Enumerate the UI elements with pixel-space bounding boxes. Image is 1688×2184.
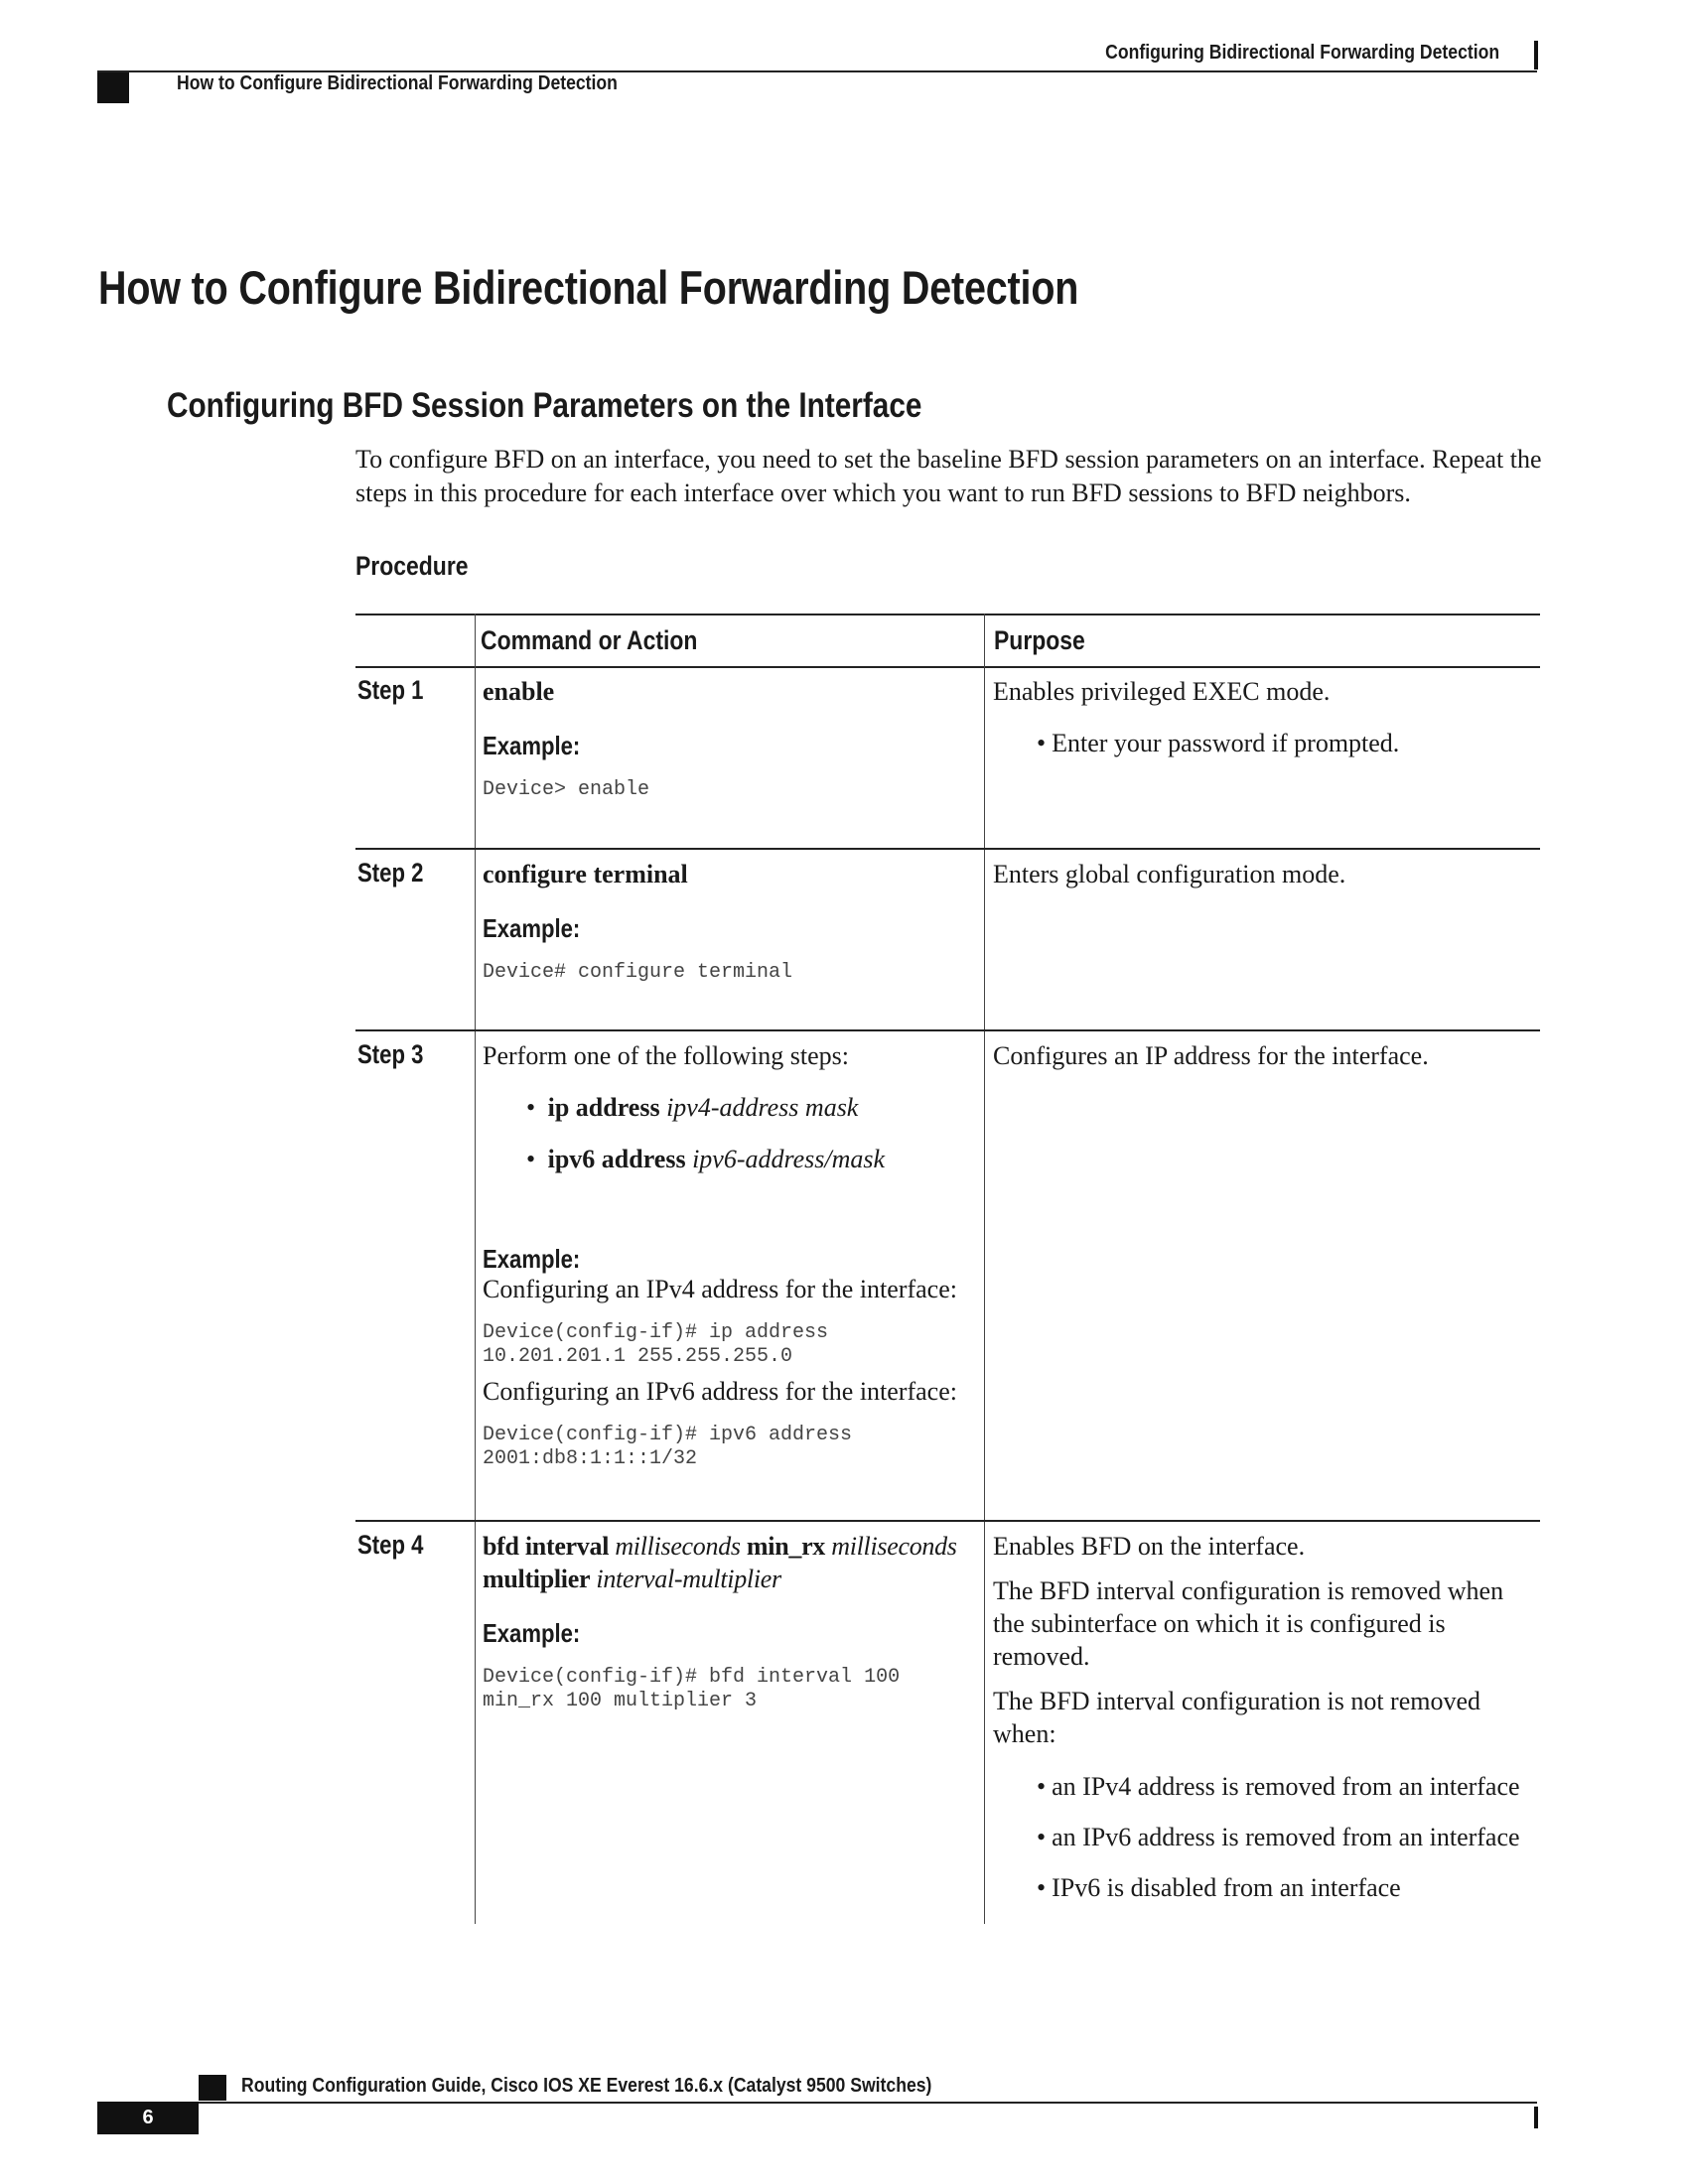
running-header-chapter: Configuring Bidirectional Forwarding Detection [1105,42,1499,64]
step-2-label: Step 2 [357,858,424,887]
page-title: How to Configure Bidirectional Forwarding Detection [98,261,1079,314]
ipv6-argument: ipv6-address/mask [692,1145,886,1173]
bfd-interval-keyword: bfd interval [483,1532,610,1561]
ipv4-argument: ipv4-address mask [666,1093,859,1122]
step-2-command [483,858,979,985]
step-3-example-code-ipv4-line1: Device(config-if)# ip address [483,1321,829,1344]
step-4-example-code-line2: min_rx 100 multiplier 3 [483,1690,758,1712]
column-divider-left [475,614,476,1924]
step-3-example-code-ipv6-line1: Device(config-if)# ipv6 address [483,1424,853,1446]
step-4-purpose-not-removed: The BFD interval configuration is not removed when: [993,1687,1481,1748]
header-bottom-rule [355,666,1540,668]
step-1-example-code: Device> enable [483,778,650,801]
step-1-label: Step 1 [357,675,424,705]
step-3-command-text: Perform one of the following steps: [483,1041,849,1070]
step-2-example-label: Example: [483,913,581,943]
header-block [97,72,129,103]
step-3-example-code-ipv6-line2: 2001:db8:1:1::1/32 [483,1447,698,1470]
step-2-purpose: Enters global configuration mode. [993,860,1346,888]
table-top-rule [355,614,1540,615]
step-4-bullet-ipv6-disabled: • IPv6 is disabled from an interface [1037,1871,1539,1904]
step-4-command [483,1530,984,1713]
step-4-label: Step 4 [357,1530,424,1560]
step-3-example-label: Example: [483,1244,581,1274]
step-3-example-text-ipv4: Configuring an IPv4 address for the interface: [483,1275,957,1303]
column-header-purpose: Purpose [994,625,1085,655]
step-3-rule [355,1520,1540,1522]
running-header-section: How to Configure Bidirectional Forwarding Detection [177,72,618,94]
step-1-purpose [993,675,1539,759]
step-4-command-syntax [483,1530,984,1595]
step-1-command [483,675,979,802]
column-header-command: Command or Action [481,625,698,655]
step-1-rule [355,848,1540,850]
step-2-example-code: Device# configure terminal [483,961,793,984]
step-3-command [483,1039,984,1471]
footer-bar [1534,2107,1538,2128]
multiplier-argument: interval-multiplier [596,1565,781,1593]
footer-book-title: Routing Configuration Guide, Cisco IOS XE Everest 16.6.x (Catalyst 9500 Switches) [241,2075,932,2097]
step-1-purpose-text: Enables privileged EXEC mode. [993,677,1331,706]
ipv6-keyword: ipv6 address [547,1145,686,1173]
step-3-option-ipv6 [526,1143,984,1175]
step-4-bullet-ipv4: • an IPv4 address is removed from an interface [1037,1770,1539,1803]
step-3-purpose: Configures an IP address for the interface. [993,1041,1429,1070]
multiplier-keyword: multiplier [483,1565,591,1593]
column-divider-right [984,614,985,1924]
header-bar [1534,41,1538,69]
step-4-purpose-removed: The BFD interval configuration is removed when the subinterface on which it is configured is removed. [993,1576,1504,1671]
min-rx-keyword: min_rx [746,1532,826,1561]
step-4-purpose-text: Enables BFD on the interface. [993,1532,1306,1561]
step-4-example-code-line1: Device(config-if)# bfd interval 100 [483,1666,901,1689]
step-2-rule [355,1029,1540,1031]
intro-paragraph: To configure BFD on an interface, you need to set the baseline BFD session parameters on an interface. Repeat the steps in this procedure for each interface over which you want to run BFD sessions to BFD neighbors. [355,445,1542,507]
step-3-option-ipv4 [526,1091,984,1124]
step-1-command-text: enable [483,677,555,706]
page-number: 6 [142,2107,154,2128]
step-3-example-code-ipv4-line2: 10.201.201.1 255.255.255.0 [483,1345,793,1368]
step-1-example-label: Example: [483,731,581,760]
interval-argument: milliseconds [615,1532,741,1561]
step-3-label: Step 3 [357,1039,424,1069]
step-2-command-text: configure terminal [483,860,688,888]
footer-rule [97,2102,1537,2104]
section-title: Configuring BFD Session Parameters on the Interface [167,386,922,425]
step-1-purpose-bullet: • Enter your password if prompted. [1037,727,1539,759]
step-4-example-label: Example: [483,1618,581,1648]
step-3-example-text-ipv6: Configuring an IPv6 address for the interface: [483,1377,957,1406]
min-rx-argument: milliseconds [831,1532,957,1561]
step-4-purpose [993,1530,1539,1904]
footer-block [199,2075,226,2101]
procedure-label: Procedure [355,551,469,581]
ipv4-keyword: ip address [547,1093,660,1122]
step-4-bullet-ipv6: • an IPv6 address is removed from an interface [1037,1821,1539,1853]
